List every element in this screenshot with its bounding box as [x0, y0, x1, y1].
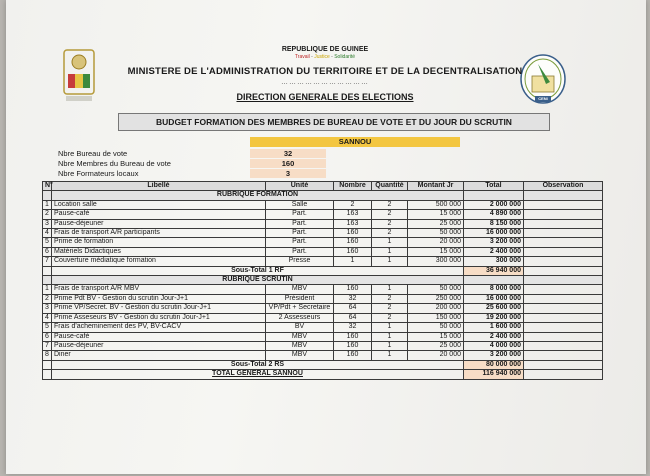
section-header-row	[43, 191, 603, 200]
table-cell: 8 150 000	[464, 219, 524, 228]
table-cell: Part.	[266, 247, 334, 256]
table-cell	[43, 370, 52, 379]
table-cell: TOTAL GENERAL SANNOU	[52, 370, 464, 379]
table-cell	[524, 332, 603, 341]
table-cell: 2	[372, 219, 408, 228]
table-cell: 1	[43, 285, 52, 294]
column-header: Observation	[524, 182, 603, 191]
table-cell: 4 000 000	[464, 341, 524, 350]
table-cell	[464, 276, 524, 285]
table-row	[43, 257, 603, 266]
table-cell: 25 000	[408, 219, 464, 228]
table-row	[43, 294, 603, 303]
table-cell: 2	[43, 210, 52, 219]
table-cell: 6	[43, 332, 52, 341]
table-cell: 2	[372, 229, 408, 238]
location-title: SANNOU	[250, 137, 460, 147]
table-cell: Sous-Total 1 RF	[52, 266, 464, 275]
table-cell: 20 000	[408, 351, 464, 360]
table-cell: 3	[43, 304, 52, 313]
table-cell: Part.	[266, 229, 334, 238]
info-value: 3	[250, 169, 326, 178]
table-cell: Presse	[266, 257, 334, 266]
table-cell	[524, 191, 603, 200]
table-cell: 20 000	[408, 238, 464, 247]
table-cell: 50 000	[408, 323, 464, 332]
table-cell: 2 400 000	[464, 332, 524, 341]
table-cell	[524, 219, 603, 228]
table-cell: Part.	[266, 210, 334, 219]
info-value: 160	[250, 159, 326, 168]
table-cell: 1	[334, 257, 372, 266]
table-cell: 3	[43, 219, 52, 228]
table-cell: 160	[334, 351, 372, 360]
table-cell: Pause-déjeuner	[52, 219, 266, 228]
table-cell: 7	[43, 257, 52, 266]
table-cell: 150 000	[408, 313, 464, 322]
table-cell	[524, 200, 603, 209]
table-cell	[524, 341, 603, 350]
table-cell	[524, 257, 603, 266]
table-cell: Pause-déjeuner	[52, 341, 266, 350]
table-cell: 5	[43, 323, 52, 332]
table-cell: 2 400 000	[464, 247, 524, 256]
table-cell: 1 600 000	[464, 323, 524, 332]
table-cell: 200 000	[408, 304, 464, 313]
table-row	[43, 200, 603, 209]
table-cell: 1	[372, 285, 408, 294]
table-cell: Salle	[266, 200, 334, 209]
table-cell: Diner	[52, 351, 266, 360]
table-row	[43, 313, 603, 322]
table-cell	[524, 285, 603, 294]
table-cell: MBV	[266, 341, 334, 350]
table-cell	[524, 360, 603, 369]
table-row	[43, 341, 603, 350]
table-cell: 1	[43, 200, 52, 209]
table-row	[43, 332, 603, 341]
table-cell: Pause-café	[52, 210, 266, 219]
table-cell	[43, 276, 52, 285]
table-cell: 6	[43, 247, 52, 256]
table-cell: BV	[266, 323, 334, 332]
subtotal-row	[43, 266, 603, 275]
table-cell: 1	[372, 238, 408, 247]
table-cell: 163	[334, 219, 372, 228]
column-header: Unité	[266, 182, 334, 191]
table-cell: 19 200 000	[464, 313, 524, 322]
table-cell: Prime VP/Secret. BV - Gestion du scrutin Jour-J+1	[52, 304, 266, 313]
table-cell	[524, 266, 603, 275]
table-row	[43, 285, 603, 294]
table-cell	[43, 360, 52, 369]
subtotal-row	[43, 360, 603, 369]
table-cell: 2 000 000	[464, 200, 524, 209]
section-header-row	[43, 276, 603, 285]
table-cell: 5	[43, 238, 52, 247]
table-cell: Frais d'acheminement des PV, BV-CACV	[52, 323, 266, 332]
table-cell: 500 000	[408, 200, 464, 209]
grand-total-row	[43, 370, 603, 379]
budget-title: BUDGET FORMATION DES MEMBRES DE BUREAU DE VOTE ET DU JOUR DU SCRUTIN	[118, 113, 550, 131]
table-row	[43, 238, 603, 247]
column-header: Total	[464, 182, 524, 191]
table-cell: 50 000	[408, 285, 464, 294]
table-cell	[524, 210, 603, 219]
table-cell: 1	[372, 351, 408, 360]
table-cell: 36 940 000	[464, 266, 524, 275]
table-cell: 2	[372, 304, 408, 313]
table-cell: 2 Assesseurs	[266, 313, 334, 322]
table-cell: 25 600 000	[464, 304, 524, 313]
table-cell	[524, 313, 603, 322]
table-cell: Matériels Didactiques	[52, 247, 266, 256]
table-cell: 1	[372, 332, 408, 341]
table-cell: 80 000 000	[464, 360, 524, 369]
table-cell	[464, 191, 524, 200]
table-cell: 50 000	[408, 229, 464, 238]
table-cell: 64	[334, 313, 372, 322]
table-cell: MBV	[266, 285, 334, 294]
table-row	[43, 304, 603, 313]
column-header: Nombre	[334, 182, 372, 191]
table-cell: 3 200 000	[464, 351, 524, 360]
table-cell: 25 000	[408, 341, 464, 350]
republic-heading: REPUBLIQUE DE GUINEE	[281, 46, 369, 53]
table-cell: Location salle	[52, 200, 266, 209]
table-cell: 160	[334, 332, 372, 341]
info-label: Nbre Bureau de vote	[58, 149, 128, 158]
table-cell: 15 000	[408, 332, 464, 341]
table-cell: 2	[372, 313, 408, 322]
table-cell: 1	[372, 257, 408, 266]
table-cell: 4	[43, 229, 52, 238]
table-cell: Président	[266, 294, 334, 303]
table-cell: 2	[372, 210, 408, 219]
column-header: Libellé	[52, 182, 266, 191]
table-row	[43, 323, 603, 332]
table-cell: MBV	[266, 332, 334, 341]
table-cell: 16 000 000	[464, 229, 524, 238]
table-row	[43, 351, 603, 360]
table-cell: 160	[334, 229, 372, 238]
table-row	[43, 247, 603, 256]
info-label: Nbre Formateurs locaux	[58, 169, 139, 178]
table-cell	[524, 247, 603, 256]
national-motto: Travail - Justice - Solidarité	[294, 54, 356, 60]
table-cell: 160	[334, 285, 372, 294]
table-cell	[524, 229, 603, 238]
table-cell: 15 000	[408, 210, 464, 219]
table-cell: 3 200 000	[464, 238, 524, 247]
table-cell: 1	[372, 247, 408, 256]
direction-heading: DIRECTION GENERALE DES ELECTIONS	[236, 92, 414, 102]
table-cell: 160	[334, 341, 372, 350]
table-cell: 16 000 000	[464, 294, 524, 303]
table-row	[43, 229, 603, 238]
column-header: Quantité	[372, 182, 408, 191]
table-cell: 160	[334, 247, 372, 256]
table-cell: 7	[43, 341, 52, 350]
separator-dots: ……………………………	[281, 79, 369, 86]
table-cell	[524, 323, 603, 332]
table-cell	[524, 238, 603, 247]
table-cell: 4	[43, 313, 52, 322]
table-cell	[524, 351, 603, 360]
table-cell: 163	[334, 210, 372, 219]
table-cell: 2	[372, 294, 408, 303]
table-cell	[524, 276, 603, 285]
table-cell: 160	[334, 238, 372, 247]
table-cell: 250 000	[408, 294, 464, 303]
table-cell: 15 000	[408, 247, 464, 256]
table-cell: 2	[372, 200, 408, 209]
column-header: Montant Jr	[408, 182, 464, 191]
table-cell: 300 000	[408, 257, 464, 266]
table-cell: RUBRIQUE SCRUTIN	[52, 276, 464, 285]
table-cell: 2	[43, 294, 52, 303]
table-cell: 1	[372, 341, 408, 350]
table-cell: 1	[372, 323, 408, 332]
table-cell: 8	[43, 351, 52, 360]
table-cell	[43, 191, 52, 200]
table-cell	[524, 370, 603, 379]
table-row	[43, 219, 603, 228]
table-cell: Prime Asseseurs BV - Gestion du scrutin Jour-J+1	[52, 313, 266, 322]
table-row	[43, 210, 603, 219]
table-header-row	[43, 182, 603, 191]
table-cell	[43, 266, 52, 275]
ceni-logo-text: CENI	[538, 96, 548, 101]
table-cell: Part.	[266, 219, 334, 228]
table-cell: Part.	[266, 238, 334, 247]
table-cell: RUBRIQUE FORMATION	[52, 191, 464, 200]
table-cell: Sous-Total 2 RS	[52, 360, 464, 369]
column-header: N°	[43, 182, 52, 191]
table-cell: Frais de transport A/R MBV	[52, 285, 266, 294]
table-cell: MBV	[266, 351, 334, 360]
budget-table	[42, 181, 603, 380]
table-cell: 116 940 000	[464, 370, 524, 379]
table-cell: 8 000 000	[464, 285, 524, 294]
ministry-heading: MINISTERE DE L'ADMINISTRATION DU TERRITOIRE ET DE LA DECENTRALISATION	[127, 66, 523, 77]
table-cell: 300 000	[464, 257, 524, 266]
table-cell	[524, 304, 603, 313]
table-cell: Couverture médiatique formation	[52, 257, 266, 266]
table-cell: 2	[334, 200, 372, 209]
table-cell: 4 890 000	[464, 210, 524, 219]
table-cell: Prime Pdt BV - Gestion du scrutin Jour-J+1	[52, 294, 266, 303]
table-cell: VP/Pdt + Secretaire	[266, 304, 334, 313]
table-cell: 64	[334, 304, 372, 313]
table-cell: Frais de transport A/R participants	[52, 229, 266, 238]
table-cell: 32	[334, 294, 372, 303]
info-value: 32	[250, 149, 326, 158]
table-cell: Pause-café	[52, 332, 266, 341]
info-label: Nbre Membres du Bureau de vote	[58, 159, 171, 168]
table-cell: 32	[334, 323, 372, 332]
table-cell: Prime de formation	[52, 238, 266, 247]
table-cell	[524, 294, 603, 303]
